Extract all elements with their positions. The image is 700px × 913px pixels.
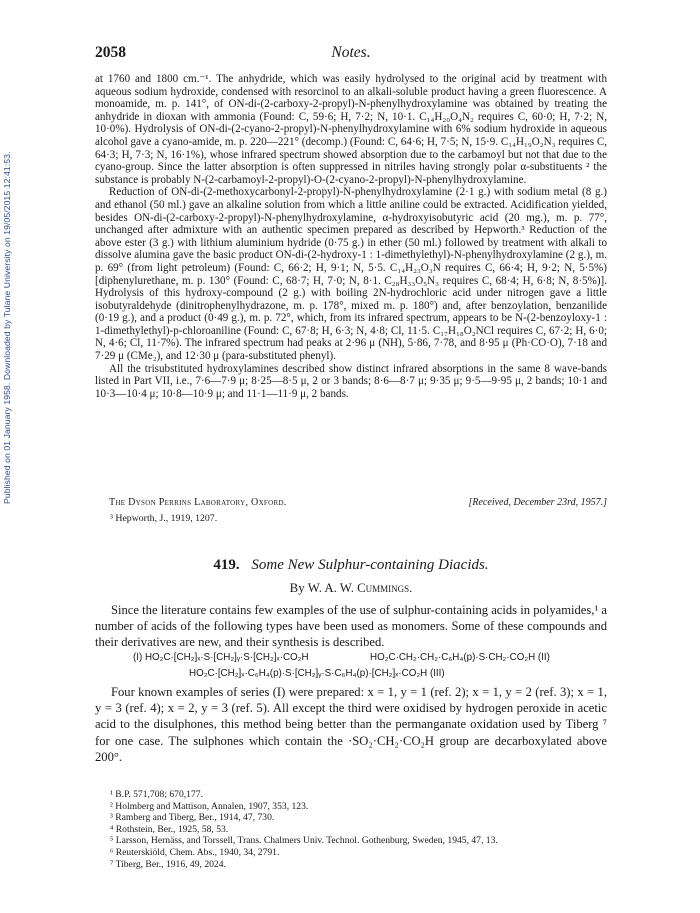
previous-note-text xyxy=(95,73,607,400)
paragraph: Since the literature contains few examples of the use of sulphur-containing acids in polyamides,¹ a number of acids of the following types have been used as monomers. Some of these compounds and their derivatives are new, and their synthesis is described. xyxy=(95,603,607,650)
received-date: [Received, December 23rd, 1957.] xyxy=(468,497,607,508)
formula-ii: HO₂C·CH₂·CH₂·C₆H₄(p)·S·CH₂·CO₂H (II) xyxy=(370,652,550,663)
byline xyxy=(95,581,607,596)
reference-item: ⁶ Reuterskiöld, Chem. Abs., 1940, 34, 2791. xyxy=(110,846,280,858)
article-title xyxy=(95,557,607,574)
download-watermark: Published on 01 January 1958. Downloaded by Tulane University on 19/05/2015 12:41:53. xyxy=(2,151,12,505)
byline-prefix: By xyxy=(289,581,305,595)
reference-item: ⁷ Tiberg, Ber., 1916, 49, 2024. xyxy=(110,858,226,870)
footnote: ³ Hepworth, J., 1919, 1207. xyxy=(110,513,218,524)
article-body xyxy=(95,684,607,765)
page-header xyxy=(95,44,607,64)
reference-item: ⁵ Larsson, Hernäss, and Torssell, Trans. Chalmers Univ. Technol. Gothenburg, Sweden, 1945, 47, 13. xyxy=(110,835,498,847)
laboratory-address: The Dyson Perrins Laboratory, Oxford. xyxy=(109,497,287,508)
formula-row xyxy=(95,652,607,666)
paragraph: at 1760 and 1800 cm.⁻¹. The anhydride, which was easily hydrolysed to the original acid by treatment with aqueous sodium hydroxide, condensed with resorcinol to an alkali-soluble product having a green fluorescence. A monoamide, m. p. 141°, of ON-di-(2-carboxy-2-propyl)-N-phenylhydroxylamine was obtained by treating the anhydride in dioxan with ammonia (Found: C, 59·6; H, 7·2; N, 10·1. C₁₄H₂₀O₄N₂ requires C, 60·0; H, 7·2; N, 10·0%). Hydrolysis of ON-di-(2-cyano-2-propyl)-N-phenylhydroxylamine with 6% sodium hydroxide in aqueous alcohol gave a cyano-amide, m. p. 220—221° (decomp.) (Found: C, 64·6; H, 7·5; N, 15·9. C₁₄H₁₉O₂N₃ requires C, 64·3; H, 7·3; N, 16·1%), whose infrared spectrum showed absorption due to the carbamoyl but not that due to the cyano-group. Since the latter absorption is often suppressed in nitriles having strongly polar α-substituents ² the substance is probably N-(2-carbamoyl-2-propyl)-O-(2-cyano-2-propyl)-N-phenylhydroxylamine. xyxy=(95,73,607,186)
paragraph: All the trisubstituted hydroxylamines described show distinct infrared absorptions in the same 8 wave-bands listed in Part VII, i.e., 7·6—7·9 μ; 8·25—8·5 μ, 2 or 3 bands; 8·6—8·7 μ; 9·35 μ; 9·5—9·95 μ, 2 bands; 10·1 and 10·3—10·4 μ; 10·8—10·9 μ; and 11·1—11·9 μ, 2 bands. xyxy=(95,362,607,400)
formula-row xyxy=(95,668,607,682)
article-title-text: Some New Sulphur-containing Diacids. xyxy=(251,557,489,573)
references xyxy=(110,789,607,870)
paragraph: Four known examples of series (I) were prepared: x = 1, y = 1 (ref. 2); x = 1, y = 2 (ref. 3); x = 1, y = 3 (ref. 4); x = 2, y = 3 (ref. 5). All except the third were oxidised by hydrogen peroxide in acetic acid to the disulphones, this method being better than the permanganate oxidation used by Tiberg ⁷ for one case. The sulphones which contain the ·SO₂·CH₂·CO₂H group are decarboxylated above 200°. xyxy=(95,685,607,764)
article-intro xyxy=(95,602,607,651)
reference-item: ⁴ Rothstein, Ber., 1925, 58, 53. xyxy=(110,823,229,835)
reference-item: ³ Ramberg and Tiberg, Ber., 1914, 47, 730. xyxy=(110,812,275,824)
affiliation-line xyxy=(109,497,607,511)
reference-item: ² Holmberg and Mattison, Annalen, 1907, 353, 123. xyxy=(110,800,309,812)
article-number: 419. xyxy=(213,557,240,573)
formula-iii: HO₂C·[CH₂]ₓ·C₆H₄(p)·S·[CH₂]ᵧ·S·C₆H₄(p)·[CH₂]ₓ·CO₂H (III) xyxy=(189,668,445,679)
page-number: 2058 xyxy=(95,44,126,61)
formula-i: (I) HO₂C·[CH₂]ₓ·S·[CH₂]ᵧ·S·[CH₂]ₓ·CO₂H xyxy=(133,652,309,663)
author-name: W. A. W. Cummings. xyxy=(307,581,413,595)
running-head: Notes. xyxy=(331,44,371,61)
reference-item: ¹ B.P. 571,708; 670,177. xyxy=(110,789,203,800)
paragraph: Reduction of ON-di-(2-methoxycarbonyl-2-propyl)-N-phenylhydroxylamine (2·1 g.) with sodium metal (8 g.) and ethanol (50 ml.) gave an alkaline solution from which a little aniline could be extracted. Acidification yielded, besides ON-di-(2-carboxy-2-propyl)-N-phenylhydroxylamine, α-hydroxyisobutyric acid (20 mg.), m. p. 77°, unchanged after admixture with an authentic specimen prepared as described by Hepworth.³ Reduction of the above ester (3 g.) with lithium aluminium hydride (0·75 g.) in ether (50 ml.) followed by treatment with alkali to dissolve alumina gave the basic product ON-di-(2-hydroxy-1 : 1-dimethylethyl)-N-phenylhydroxylamine (2 g.), m. p. 69° (from light petroleum) (Found: C, 66·2; H, 9·1; N, 5·5. C₁₄H₂₃O₃N requires C, 66·4; H, 9·2; N, 5·5%) [diphenylurethane, m. p. 130° (Found: C, 68·7; H, 7·0; N, 8·1. C₂₈H₃₃O₅N₃ requires C, 68·4; H, 6·8; N, 8·5%)]. Hydrolysis of this hydroxy-compound (2 g.) with boiling 2N-hydrochloric acid under nitrogen gave a little isobutyraldehyde (dinitrophenylhydrazone, m. p. 178°, mixed m. p. 180°) and, after benzoylation, benzanilide (0·19 g.), and a product (0·49 g.), m. p. 72°, which, from its infrared spectrum, appears to be N-(2-benzoyloxy-1 : 1-dimethylethyl)-p-chloroaniline (Found: C, 67·8; H, 6·3; N, 4·8; Cl, 11·5. C₁₇H₁₈O₂NCl requires C, 67·2; H, 6·0; N, 4·6; Cl, 11·7%). The infrared spectrum had peaks at 2·96 μ (NH), 5·86, 7·78, and 8·95 μ (Ph·CO·O), 7·18 and 7·29 μ (CMe₂), and 12·30 μ (para-substituted phenyl). xyxy=(95,186,607,363)
